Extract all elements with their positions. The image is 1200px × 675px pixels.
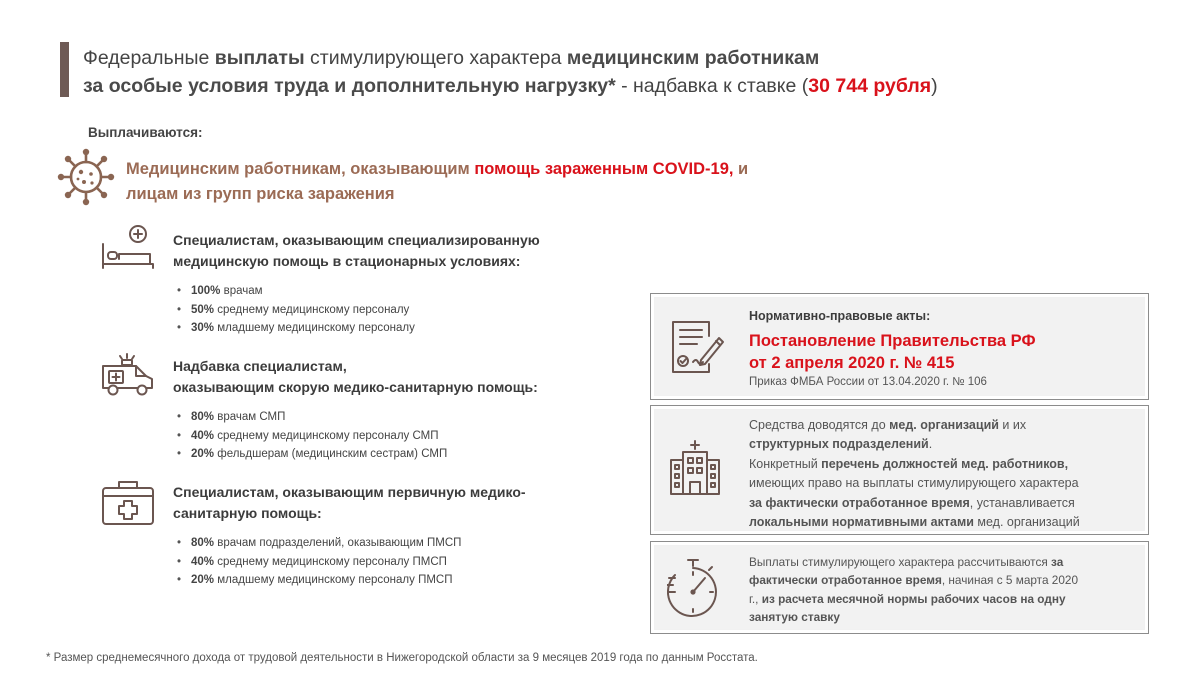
funds-box — [650, 405, 1149, 535]
calculation-box — [650, 541, 1149, 634]
medical-case-icon — [100, 478, 156, 528]
legal-acts-box — [650, 293, 1149, 400]
page-title: Федеральные выплаты стимулирующего характера медицинским работникам за особые условия труда и дополнительную нагрузку* - надбавка к ставке (30 744 рубля) — [83, 47, 938, 97]
legal-heading: Нормативно-правовые акты: — [749, 309, 931, 323]
covid-recipients-text: Медицинским работникам, оказывающим помощь зараженным COVID-19, и лицам из групп риска заражения — [126, 160, 749, 203]
group-title-ambulance: Надбавка специалистам, оказывающим скорую медико-санитарную помощь: — [173, 358, 538, 395]
decree-line1: Постановление Правительства РФ — [749, 332, 1036, 350]
list-item: • 80% врачам СМП — [177, 408, 447, 427]
calculation-text: Выплаты стимулирующего характера рассчитываются за фактически отработанное время, начиная с 5 марта 2020 г., из расчета месячной нормы рабочих часов на одну занятую ставку — [749, 555, 1079, 625]
virus-icon — [56, 147, 116, 207]
title-accent-bar — [60, 42, 69, 97]
hospital-bed-icon — [100, 224, 156, 270]
list-item: • 20% фельдшерам (медицинским сестрам) СМП — [177, 445, 447, 464]
list-item: • 40% среднему медицинскому персоналу ПМСП — [177, 553, 461, 572]
decree-line2: от 2 апреля 2020 г. № 415 — [749, 354, 955, 372]
list-item: • 50% среднему медицинскому персоналу — [177, 301, 415, 320]
list-item: • 20% младшему медицинскому персоналу ПМСП — [177, 571, 461, 590]
group-title-inpatient: Специалистам, оказывающим специализированную медицинскую помощь в стационарных условиях: — [173, 232, 540, 269]
bullets-inpatient — [177, 282, 415, 338]
footnote: * Размер среднемесячного дохода от трудовой деятельности в Нижегородской области за 9 месяцев 2019 года по данным Росстата. — [46, 652, 758, 664]
funds-text: Средства доводятся до мед. организаций и их структурных подразделений. Конкретный перечень должностей мед. работников, имеющих право на выплаты стимулирующего характера за фактически отработанное время, устанавливается локальными нормативными актами мед. организаций — [749, 418, 1080, 530]
ambulance-icon — [100, 352, 156, 398]
group-title-primary-care: Специалистам, оказывающим первичную медико- санитарную помощь: — [173, 484, 526, 521]
list-item: • 100% врачам — [177, 282, 415, 301]
paid-label: Выплачиваются: — [88, 125, 203, 140]
legal-acts-text — [749, 307, 1140, 390]
list-item: • 40% среднему медицинскому персоналу СМП — [177, 427, 447, 446]
order-reference: Приказ ФМБА России от 13.04.2020 г. № 106 — [749, 376, 987, 388]
list-item: • 30% младшему медицинскому персоналу — [177, 319, 415, 338]
bullets-primary-care — [177, 534, 461, 590]
hospital-building-icon — [667, 438, 723, 498]
stopwatch-icon — [667, 556, 727, 620]
list-item: • 80% врачам подразделений, оказывающим ПМСП — [177, 534, 461, 553]
document-signature-icon — [667, 316, 729, 378]
bullets-ambulance — [177, 408, 447, 464]
